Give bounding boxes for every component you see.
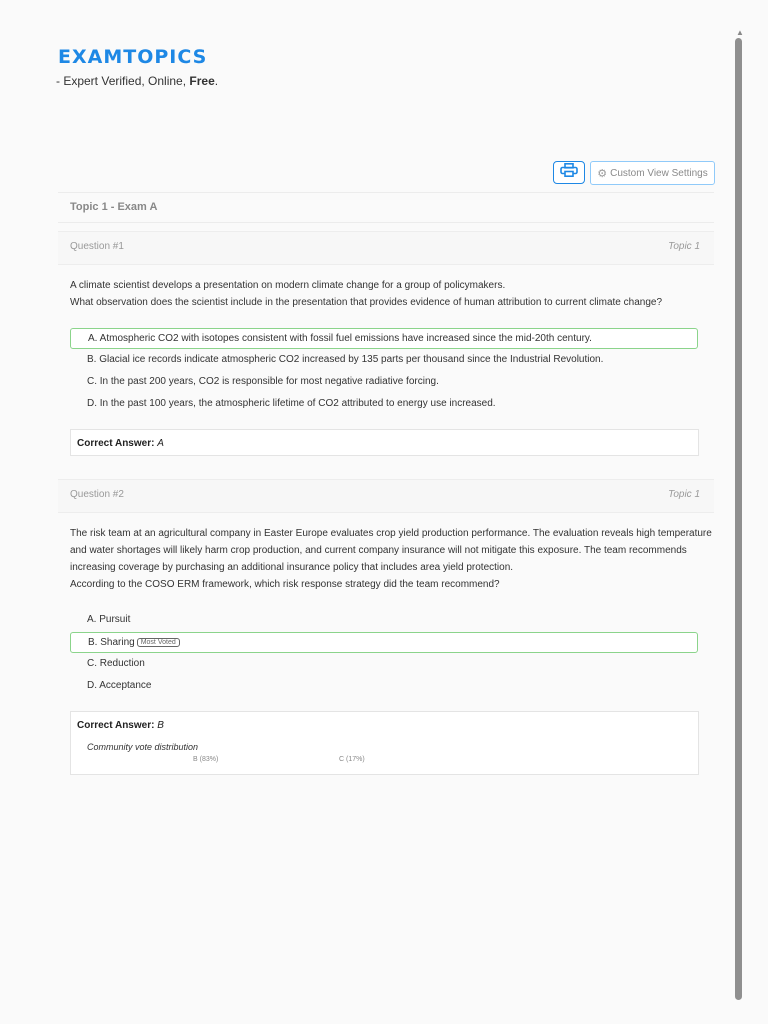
scrollbar-thumb[interactable] xyxy=(735,38,742,1000)
choice-c[interactable]: C. Reduction xyxy=(87,658,145,669)
question-text: The risk team at an agricultural company in Easter Europe evaluates crop yield production performance. The evaluation reveals high temperature and water shortages will likely harm crop production, and current company insurance will not mitigate this exposure. The team recommends increasing coverage by purchasing an additional insurance policy that includes area yield protection. According to the COSO ERM framework, which risk response strategy did the team recommend? xyxy=(70,528,712,590)
choice-c[interactable]: C. In the past 200 years, CO2 is responsible for most negative radiative forcing. xyxy=(87,376,439,387)
choice-a[interactable]: A. Atmospheric CO2 with isotopes consistent with fossil fuel emissions have increased since the mid-20th century. xyxy=(70,328,698,349)
choice-d[interactable]: D. Acceptance xyxy=(87,680,152,691)
question-topic: Topic 1 xyxy=(668,489,700,500)
print-icon xyxy=(560,163,578,182)
topic-title: Topic 1 - Exam A xyxy=(70,201,158,213)
question-card-2 xyxy=(58,479,714,784)
examtopics-logo[interactable]: EXAMTOPICS xyxy=(58,46,208,68)
topic-header xyxy=(58,192,714,223)
question-number: Question #1 xyxy=(70,241,124,252)
correct-answer: Correct Answer: B xyxy=(77,720,164,731)
vote-c-label: C (17%) xyxy=(339,756,365,763)
correct-answer-box xyxy=(70,429,699,456)
scroll-up-arrow-icon[interactable]: ▲ xyxy=(736,28,744,37)
tagline: - Expert Verified, Online, Free. xyxy=(56,74,219,88)
custom-view-settings-label: Custom View Settings xyxy=(610,167,708,179)
correct-answer-box xyxy=(70,711,699,775)
print-button[interactable] xyxy=(553,161,585,184)
community-vote-title: Community vote distribution xyxy=(87,742,199,752)
question-text: A climate scientist develops a presentation on modern climate change for a group of policymakers. What observation does the scientist include in the presentation that provides evidence of human attribution to current climate change? xyxy=(70,280,663,308)
custom-view-settings-button[interactable] xyxy=(590,161,715,185)
choice-d[interactable]: D. In the past 100 years, the atmospheric lifetime of CO2 attributed to energy use increased. xyxy=(87,398,496,409)
question-card-1 xyxy=(58,231,714,461)
choice-b[interactable]: B. Sharing Most Voted xyxy=(70,632,698,653)
vote-b-label: B (83%) xyxy=(193,756,219,763)
choice-a[interactable]: A. Pursuit xyxy=(87,614,131,625)
correct-answer: Correct Answer: A xyxy=(77,438,164,449)
question-topic: Topic 1 xyxy=(668,241,700,252)
question-header xyxy=(58,479,714,513)
gear-icon: ⚙ xyxy=(597,167,608,180)
question-header xyxy=(58,231,714,265)
question-number: Question #2 xyxy=(70,489,124,500)
most-voted-badge: Most Voted xyxy=(137,638,180,647)
choice-b[interactable]: B. Glacial ice records indicate atmospheric CO2 increased by 135 parts per thousand since the Industrial Revolution. xyxy=(87,354,604,365)
